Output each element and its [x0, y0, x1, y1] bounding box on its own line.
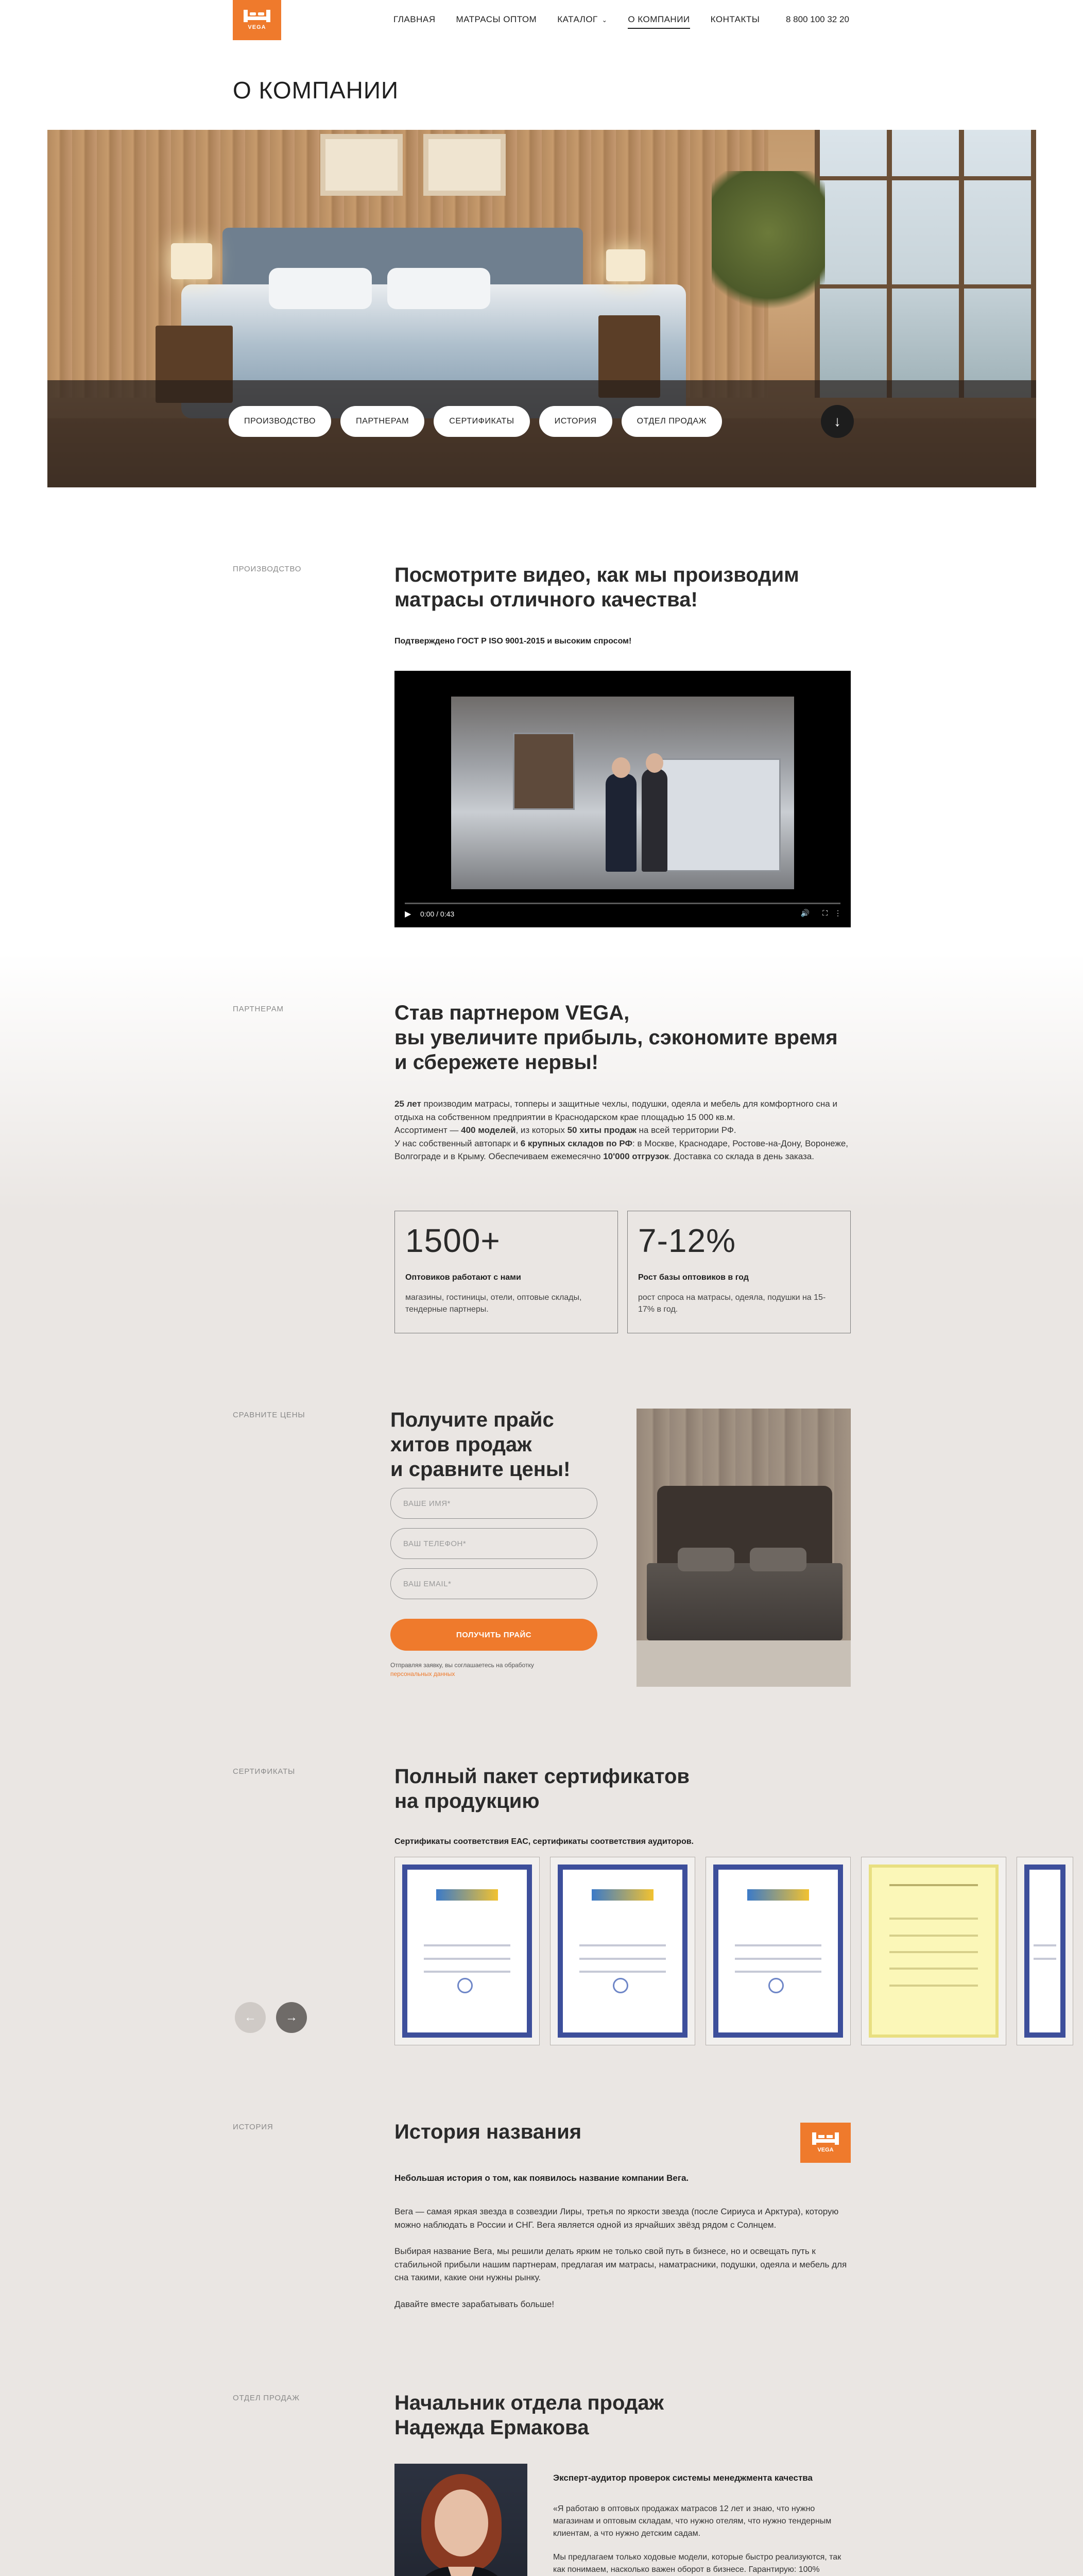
chip-history[interactable]: ИСТОРИЯ	[539, 406, 612, 437]
stat-description: рост спроса на матрасы, одеяла, подушки на 15-17% в год.	[638, 1293, 826, 1314]
consent-label: Отправляя заявку, вы соглашаетесь на обработку	[390, 1662, 534, 1669]
certificate-card[interactable]	[706, 1857, 851, 2045]
certificate-card[interactable]	[1017, 1857, 1073, 2045]
chip-production[interactable]: ПРОИЗВОДСТВО	[229, 406, 331, 437]
volume-icon[interactable]: 🔊	[800, 909, 810, 917]
video-controls	[394, 903, 851, 927]
price-title: Получите прайс хитов продаж и сравните цены!	[390, 1409, 571, 1481]
nav-item-home[interactable]: ГЛАВНАЯ	[393, 14, 436, 24]
nav-item-wholesale[interactable]: МАТРАСЫ ОПТОМ	[456, 14, 537, 24]
phone-input[interactable]	[390, 1528, 597, 1559]
nav-item-catalog-label: КАТАЛОГ	[557, 14, 598, 24]
section-label-price: СРАВНИТЕ ЦЕНЫ	[233, 1411, 305, 1419]
manager-photo	[394, 2464, 527, 2576]
partners-paragraph-3: У нас собственный автопарк и 6 крупных складов по РФ: в Москве, Краснодаре, Ростове-на-Дону, Воронеже, Волгограде и в Крыму. Обеспечиваем ежемесячно 10'000 отгрузок. Доставка со склада в день заказа.	[394, 1138, 848, 1161]
video-player[interactable]	[394, 671, 851, 927]
slider-prev-button[interactable]	[235, 2002, 266, 2033]
chevron-down-icon: ⌄	[601, 16, 608, 24]
production-lead: Подтверждено ГОСТ Р ISO 9001-2015 и высоким спросом!	[394, 637, 632, 646]
quote-paragraph-2: Мы предлагаем только ходовые модели, которые быстро реализуются, так как понимаем, насколько важен оборот в бизнесе. Гарантирую: 100%	[553, 2553, 841, 2574]
hero-window	[815, 130, 1036, 398]
partners-paragraph-1: 25 лет производим матрасы, топперы и защитные чехлы, подушки, одеяла и мебель для комфортного сна и отдыха на собственном предприятии в Краснодарском крае площадью 15 000 кв.м.	[394, 1099, 837, 1122]
certificate-card[interactable]	[394, 1857, 540, 2045]
section-label-certs: СЕРТИФИКАТЫ	[233, 1767, 296, 1776]
email-input[interactable]	[390, 1568, 597, 1599]
history-logo	[800, 2123, 851, 2163]
logo-text: VEGA	[248, 24, 266, 30]
consent-text	[390, 1661, 534, 1679]
hero-image	[47, 130, 1036, 487]
certs-title: Полный пакет сертификатов на продукцию	[394, 1765, 690, 1812]
section-label-production: ПРОИЗВОДСТВО	[233, 565, 302, 573]
get-price-button[interactable]: ПОЛУЧИТЬ ПРАЙС	[390, 1619, 597, 1651]
section-label-partners: ПАРТНЕРАМ	[233, 1005, 284, 1013]
arrow-left-icon: ←	[244, 2010, 256, 2024]
page-title: О КОМПАНИИ	[233, 77, 399, 104]
arrow-right-icon: →	[285, 2010, 298, 2024]
quote-paragraph-1: «Я работаю в оптовых продажах матрасов 12 лет и знаю, что нужно магазинам и оптовым складам, что нужно отелям, что нужно тендерным клиентам, а что нужно детским садам.	[553, 2504, 832, 2538]
slider-next-button[interactable]	[276, 2002, 307, 2033]
nav-item-contacts[interactable]: КОНТАКТЫ	[710, 14, 760, 24]
partners-paragraph-2: Ассортимент — 400 моделей, из которых 50 хиты продаж на всей территории РФ.	[394, 1125, 736, 1135]
certificate-card[interactable]	[550, 1857, 695, 2045]
history-paragraph-2: Выбирая название Вега, мы решили делать ярким не только свой путь в бизнесе, но и освещать путь к стабильной прибыли нашим партнерам, предлагая им матрасы, наматрасники, подушки, одеяла и мебель для сна такими, какие они нужны рынку.	[394, 2246, 847, 2282]
logo-text: VEGA	[817, 2147, 834, 2153]
stat-number: 1500+	[405, 1222, 501, 1259]
history-lead: Небольшая история о том, как появилось название компании Вега.	[394, 2173, 689, 2183]
certificate-card[interactable]	[861, 1857, 1006, 2045]
nav-item-about[interactable]: О КОМПАНИИ	[628, 14, 690, 29]
manager-quote	[553, 2503, 852, 2576]
anchor-chips	[229, 406, 722, 437]
stat-card-wholesalers	[394, 1211, 618, 1333]
more-options-icon[interactable]: ⋮	[834, 909, 841, 917]
history-paragraph-3: Давайте вместе зарабатывать больше!	[394, 2299, 555, 2309]
certs-lead: Сертификаты соответствия ЕАС, сертификаты соответствия аудиторов.	[394, 1837, 694, 1846]
section-label-history: ИСТОРИЯ	[233, 2123, 273, 2131]
stat-caption: Оптовиков работают с нами	[405, 1273, 521, 1282]
bedroom-photo	[637, 1409, 851, 1687]
scroll-down-button[interactable]	[821, 405, 854, 438]
wall-picture	[423, 134, 506, 196]
partners-text	[394, 1097, 850, 1163]
stat-description: магазины, гостиницы, отели, оптовые склады, тендерные партнеры.	[405, 1293, 582, 1314]
manager-role: Эксперт-аудитор проверок системы менеджмента качества	[553, 2473, 813, 2483]
section-label-sales: ОТДЕЛ ПРОДАЖ	[233, 2394, 300, 2402]
stat-card-growth	[627, 1211, 851, 1333]
wall-picture	[320, 134, 403, 196]
video-progress[interactable]	[405, 903, 840, 904]
video-time: 0:00 / 0:43	[420, 910, 455, 918]
history-paragraph-1: Вега — самая яркая звезда в созвездии Лиры, третья по яркости звезда (после Сириуса и Арктура), которую можно наблюдать в России и СНГ. Вега является одной из ярчайших звёзд рядом с Солнцем.	[394, 2207, 839, 2230]
play-icon[interactable]: ▶	[405, 910, 411, 919]
name-input[interactable]	[390, 1488, 597, 1519]
history-text	[394, 2205, 850, 2311]
consent-link[interactable]: персональных данных	[390, 1670, 455, 1677]
main-nav	[393, 14, 760, 29]
header-phone[interactable]: 8 800 100 32 20	[786, 14, 849, 24]
partners-title: Став партнером VEGA, вы увеличите прибыль, сэкономите время и сбережете нервы!	[394, 1002, 838, 1074]
video-frame	[451, 697, 794, 889]
brand-logo[interactable]	[233, 0, 281, 40]
bed-icon	[244, 10, 270, 22]
chip-certificates[interactable]: СЕРТИФИКАТЫ	[434, 406, 529, 437]
chip-sales[interactable]: ОТДЕЛ ПРОДАЖ	[622, 406, 723, 437]
sales-title: Начальник отдела продаж Надежда Ермакова	[394, 2392, 664, 2439]
nav-item-catalog[interactable]	[557, 14, 607, 29]
production-title: Посмотрите видео, как мы производим матрасы отличного качества!	[394, 564, 799, 611]
stat-number: 7-12%	[638, 1222, 736, 1259]
chip-partners[interactable]: ПАРТНЕРАМ	[340, 406, 424, 437]
history-title: История названия	[394, 2121, 582, 2143]
fullscreen-icon[interactable]: ⛶	[822, 909, 828, 917]
bed-icon	[812, 2132, 839, 2145]
stat-caption: Рост базы оптовиков в год	[638, 1273, 749, 1282]
arrow-down-icon: ↓	[834, 413, 841, 429]
